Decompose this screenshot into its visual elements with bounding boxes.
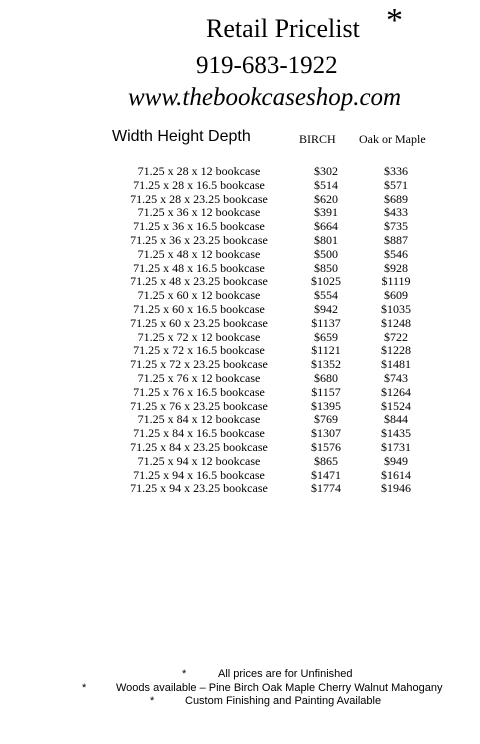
birch-price-cell: $554: [314, 288, 338, 303]
birch-price-cell: $769: [314, 412, 338, 427]
oak-maple-price-cell: $1264: [381, 384, 411, 399]
size-cell: 71.25 x 60 x 16.5 bookcase: [133, 301, 265, 316]
birch-price-cell: $1137: [311, 315, 341, 330]
size-cell: 71.25 x 48 x 12 bookcase: [137, 246, 261, 261]
table-row: [0, 262, 480, 276]
size-cell: 71.25 x 28 x 23.25 bookcase: [130, 191, 268, 206]
size-cell: 71.25 x 36 x 12 bookcase: [137, 205, 261, 220]
size-cell: 71.25 x 48 x 23.25 bookcase: [130, 274, 268, 289]
oak-maple-price-cell: $1614: [381, 467, 411, 482]
size-cell: 71.25 x 94 x 12 bookcase: [137, 453, 261, 468]
size-cell: 71.25 x 76 x 23.25 bookcase: [130, 398, 268, 413]
birch-price-cell: $865: [314, 453, 338, 468]
birch-price-cell: $302: [314, 164, 338, 178]
birch-price-cell: $850: [314, 260, 338, 275]
website-url: www.thebookcaseshop.com: [128, 84, 402, 111]
column-header-birch: BIRCH: [299, 132, 336, 146]
table-row: [0, 193, 480, 207]
oak-maple-price-cell: $1731: [381, 439, 411, 454]
table-row: [0, 386, 480, 400]
birch-price-cell: $1395: [311, 398, 341, 413]
birch-price-cell: $500: [314, 246, 338, 261]
oak-maple-price-cell: $1248: [381, 315, 411, 330]
birch-price-cell: $659: [314, 329, 338, 344]
table-row: [0, 179, 480, 193]
size-cell: 71.25 x 28 x 16.5 bookcase: [133, 177, 265, 192]
table-row: [0, 372, 480, 386]
birch-price-cell: $1576: [311, 439, 341, 454]
birch-price-cell: $1157: [311, 384, 341, 399]
asterisk-mark: *: [386, 2, 403, 39]
birch-price-cell: $514: [314, 177, 338, 192]
size-cell: 71.25 x 84 x 16.5 bookcase: [133, 426, 265, 441]
table-row: [0, 344, 480, 358]
table-row: [0, 413, 480, 427]
table-row: [0, 248, 480, 262]
footnote-asterisk: *: [82, 681, 87, 694]
footnote-text: Custom Finishing and Painting Available: [185, 695, 382, 708]
table-row: [0, 400, 480, 414]
table-row: [0, 206, 480, 220]
footnote-line: [0, 682, 480, 696]
oak-maple-price-cell: $722: [384, 329, 408, 344]
birch-price-cell: $1774: [311, 481, 341, 496]
footnote-text: All prices are for Unfinished: [218, 668, 353, 680]
oak-maple-price-cell: $571: [384, 177, 408, 192]
table-row: [0, 482, 480, 496]
oak-maple-price-cell: $1228: [381, 343, 411, 358]
footnote-asterisk: *: [182, 668, 187, 680]
column-header-oak-maple: Oak or Maple: [359, 132, 426, 146]
size-cell: 71.25 x 36 x 23.25 bookcase: [130, 232, 268, 247]
birch-price-cell: $1352: [311, 357, 341, 372]
oak-maple-price-cell: $1524: [381, 398, 411, 413]
birch-price-cell: $1121: [311, 343, 341, 358]
table-row: [0, 469, 480, 483]
table-row: [0, 455, 480, 469]
size-cell: 71.25 x 94 x 16.5 bookcase: [133, 467, 265, 482]
oak-maple-price-cell: $1119: [381, 274, 411, 289]
birch-price-cell: $942: [314, 301, 338, 316]
birch-price-cell: $801: [314, 232, 338, 247]
birch-price-cell: $680: [314, 370, 338, 385]
oak-maple-price-cell: $949: [384, 453, 408, 468]
oak-maple-price-cell: $928: [384, 260, 408, 275]
size-cell: 71.25 x 76 x 16.5 bookcase: [133, 384, 265, 399]
footnote-line: [0, 695, 480, 709]
oak-maple-price-cell: $1435: [381, 426, 411, 441]
oak-maple-price-cell: $1946: [381, 481, 411, 496]
size-cell: 71.25 x 48 x 16.5 bookcase: [133, 260, 265, 275]
birch-price-cell: $1025: [311, 274, 341, 289]
table-row: [0, 358, 480, 372]
size-cell: 71.25 x 72 x 16.5 bookcase: [133, 343, 265, 358]
birch-price-cell: $1307: [311, 426, 341, 441]
oak-maple-price-cell: $689: [384, 191, 408, 206]
table-row: [0, 331, 480, 345]
table-row: [0, 234, 480, 248]
size-cell: 71.25 x 94 x 23.25 bookcase: [130, 481, 268, 496]
size-cell: 71.25 x 84 x 12 bookcase: [137, 412, 261, 427]
size-cell: 71.25 x 36 x 16.5 bookcase: [133, 219, 265, 234]
birch-price-cell: $620: [314, 191, 338, 206]
oak-maple-price-cell: $1481: [381, 357, 411, 372]
footnote-line: [0, 668, 480, 682]
birch-price-cell: $1471: [311, 467, 341, 482]
table-row: [0, 427, 480, 441]
price-table: [0, 165, 480, 496]
oak-maple-price-cell: $546: [384, 246, 408, 261]
oak-maple-price-cell: $844: [384, 412, 408, 427]
table-row: [0, 441, 480, 455]
phone-number: 919-683-1922: [196, 52, 338, 79]
oak-maple-price-cell: $743: [384, 370, 408, 385]
size-cell: 71.25 x 76 x 12 bookcase: [137, 370, 261, 385]
size-cell: 71.25 x 28 x 12 bookcase: [137, 164, 261, 178]
table-row: [0, 317, 480, 331]
page-title: Retail Pricelist: [206, 14, 360, 43]
size-cell: 71.25 x 72 x 23.25 bookcase: [130, 357, 268, 372]
table-row: [0, 289, 480, 303]
birch-price-cell: $664: [314, 219, 338, 234]
birch-price-cell: $391: [314, 205, 338, 220]
size-cell: 71.25 x 60 x 12 bookcase: [137, 288, 261, 303]
footnote-asterisk: *: [150, 695, 155, 708]
footnotes: [0, 668, 480, 709]
column-header-dimensions: Width Height Depth: [112, 128, 251, 145]
oak-maple-price-cell: $1035: [381, 301, 411, 316]
size-cell: 71.25 x 84 x 23.25 bookcase: [130, 439, 268, 454]
size-cell: 71.25 x 60 x 23.25 bookcase: [130, 315, 268, 330]
oak-maple-price-cell: $433: [384, 205, 408, 220]
footnote-text: Woods available – Pine Birch Oak Maple Cherry Walnut Mahogany: [116, 681, 443, 694]
table-row: [0, 275, 480, 289]
oak-maple-price-cell: $609: [384, 288, 408, 303]
oak-maple-price-cell: $336: [384, 164, 408, 178]
oak-maple-price-cell: $887: [384, 232, 408, 247]
table-row: [0, 220, 480, 234]
table-row: [0, 165, 480, 179]
table-row: [0, 303, 480, 317]
size-cell: 71.25 x 72 x 12 bookcase: [137, 329, 261, 344]
oak-maple-price-cell: $735: [384, 219, 408, 234]
